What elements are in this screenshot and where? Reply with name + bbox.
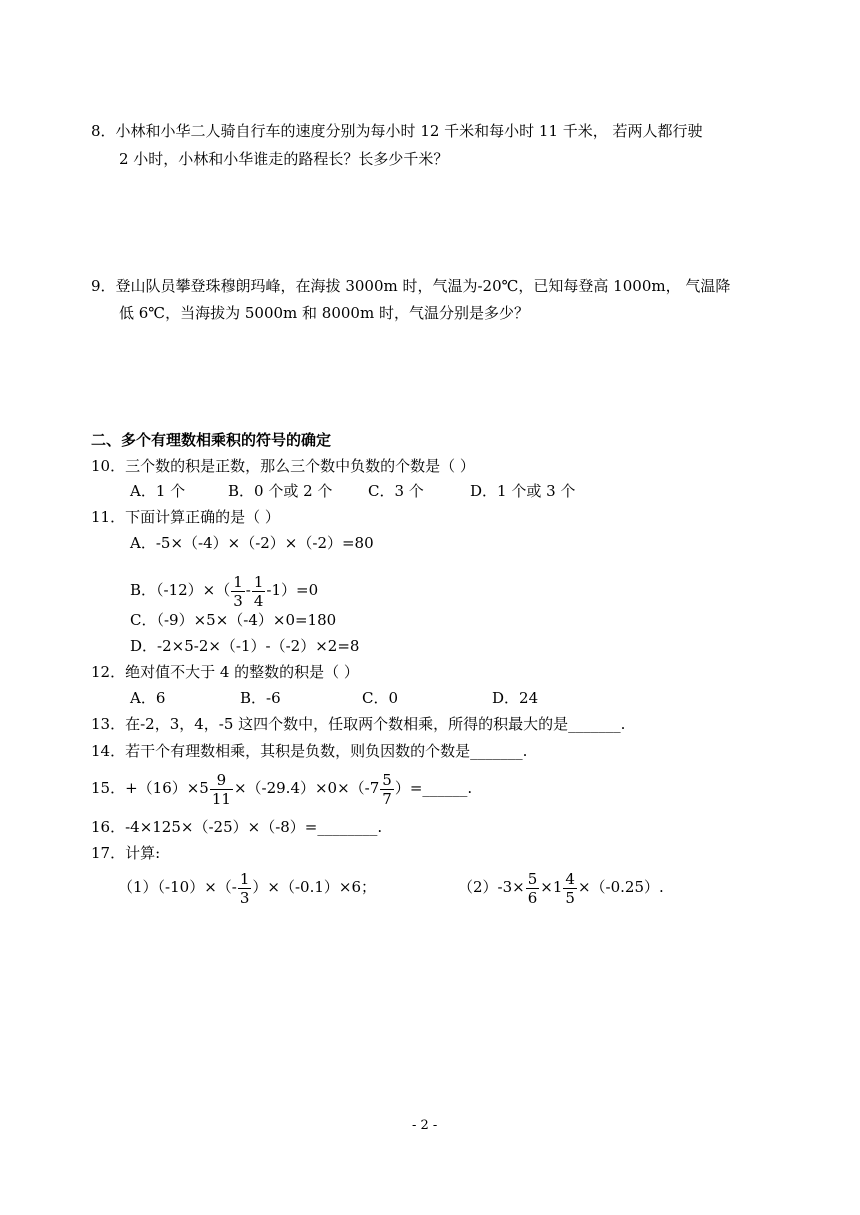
question-13: 13．在-2，3，4，-5 这四个数中，任取两个数相乘，所得的积最大的是_______.	[91, 715, 626, 733]
part-2-mid: ×1	[540, 878, 563, 896]
question-17-part-1	[118, 867, 376, 907]
fraction-nine-elevenths: $\frac{9}{11}$	[211, 770, 231, 808]
question-8-line-1: 8．小林和小华二人骑自行车的速度分别为每小时 12 千米和每小时 11 千米， 若两人都行驶	[91, 122, 703, 140]
question-11-option-b	[130, 570, 318, 610]
option-b-suffix: -1）=0	[266, 581, 319, 599]
option-b-minus: -	[245, 581, 251, 599]
question-11-option-a: A．-5×（-4）×（-2）×（-2）=80	[130, 534, 374, 552]
page-number: - 2 -	[412, 1118, 438, 1133]
fraction-five-sevenths: $\frac{5}{7}$	[382, 770, 392, 808]
fraction-four-fifths: $\frac{4}{5}$	[565, 869, 575, 907]
question-10-option-a: A．1 个	[130, 482, 186, 500]
fraction-one-third-p1: $\frac{1}{3}$	[239, 869, 250, 907]
part-1-suffix: ）×（-0.1）×6；	[252, 878, 376, 896]
option-b-prefix: B．（-12）×（	[130, 581, 231, 599]
question-10-option-d: D．1 个或 3 个	[470, 482, 576, 500]
section-2-title: 二、多个有理数相乘积的符号的确定	[91, 431, 332, 449]
fraction-five-sixths: $\frac{5}{6}$	[527, 869, 538, 907]
fraction-one-quarter: $\frac{1}{4}$	[253, 572, 264, 610]
part-1-prefix: （1）（-10）×（-	[118, 878, 237, 896]
question-11-stem: 11．下面计算正确的是（ ）	[91, 508, 280, 526]
question-10-option-b: B．0 个或 2 个	[228, 482, 333, 500]
question-10-option-c: C．3 个	[368, 482, 424, 500]
question-17-stem: 17．计算:	[91, 844, 161, 862]
question-9-line-2: 低 6℃，当海拔为 5000m 和 8000m 时，气温分别是多少？	[119, 304, 529, 322]
question-17-part-2	[458, 867, 664, 907]
question-10-stem: 10．三个数的积是正数，那么三个数中负数的个数是（ ）	[91, 457, 475, 475]
question-11-option-c: C．（-9）×5×（-4）×0=180	[130, 611, 337, 629]
question-9-line-1: 9．登山队员攀登珠穆朗玛峰，在海拔 3000m 时，气温为-20℃，已知每登高 1000m， 气温降	[91, 277, 731, 295]
question-15	[91, 768, 472, 808]
question-15-prefix: 15．+（16）×5	[91, 779, 209, 797]
question-15-middle: ×（-29.4）×0×（-7	[233, 779, 380, 797]
question-14: 14．若干个有理数相乘，其积是负数，则负因数的个数是_______.	[91, 742, 528, 760]
question-12-option-c: C．0	[362, 689, 399, 707]
question-12-option-d: D．24	[492, 689, 539, 707]
fraction-one-third: $\frac{1}{3}$	[233, 572, 243, 610]
question-11-option-d: D．-2×5-2×（-1）-（-2）×2=8	[130, 637, 360, 655]
part-2-suffix: ×（-0.25）.	[577, 878, 664, 896]
question-8-line-2: 2 小时，小林和小华谁走的路程长？长多少千米？	[119, 150, 449, 168]
question-12-stem: 12．绝对值不大于 4 的整数的积是（ ）	[91, 663, 359, 681]
question-12-option-b: B．-6	[240, 689, 281, 707]
question-15-suffix: ）=______.	[394, 779, 473, 797]
question-16: 16．-4×125×（-25）×（-8）=________.	[91, 818, 383, 836]
part-2-prefix: （2）-3×	[458, 878, 525, 896]
question-12-option-a: A．6	[130, 689, 166, 707]
